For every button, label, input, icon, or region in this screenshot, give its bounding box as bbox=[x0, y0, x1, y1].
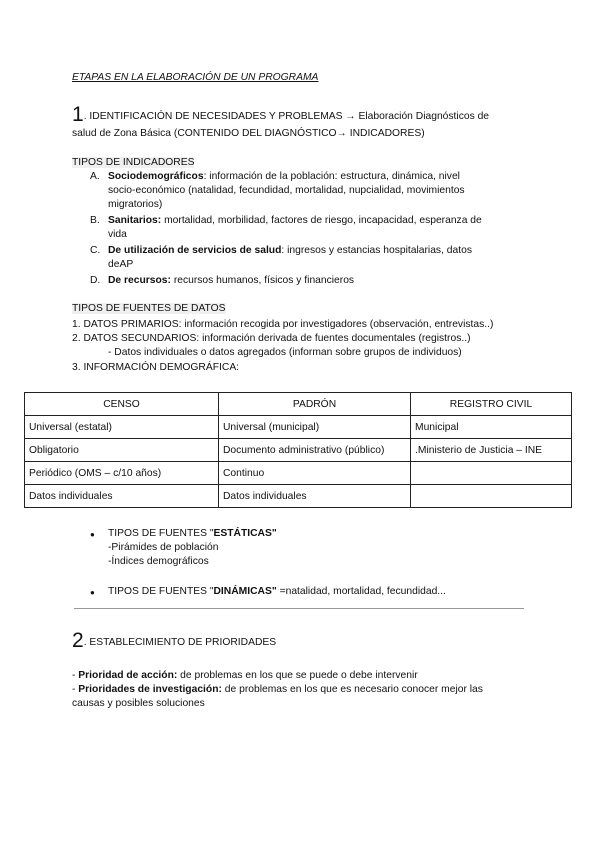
indicador-text: mortalidad, morbilidad, factores de riesgo, incapacidad, esperanza de bbox=[161, 215, 482, 226]
table-cell: Datos individuales bbox=[219, 485, 411, 508]
table-cell: Municipal bbox=[411, 416, 572, 439]
fuente-item: 3. INFORMACIÓN DEMOGRÁFICA: bbox=[72, 362, 240, 373]
table-cell: .Ministerio de Justicia – INE bbox=[411, 439, 572, 462]
indicador-text: deAP bbox=[108, 259, 134, 270]
indicador-letter: D. bbox=[90, 275, 101, 286]
table-cell: Universal (municipal) bbox=[219, 416, 411, 439]
table-cell: Obligatorio bbox=[25, 439, 219, 462]
table-cell bbox=[411, 485, 572, 508]
priority-dash: - bbox=[72, 670, 79, 681]
table-row bbox=[25, 462, 572, 485]
indicador-term: Sanitarios: bbox=[108, 215, 162, 226]
priority-item bbox=[72, 683, 532, 711]
bullet-term: DINÁMICAS" bbox=[213, 586, 277, 597]
indicador-letter: C. bbox=[90, 245, 101, 256]
indicador-text: migratorios) bbox=[108, 199, 163, 210]
fuentes-title: TIPOS DE FUENTES DE DATOS bbox=[72, 303, 226, 314]
demographic-table bbox=[24, 392, 572, 508]
indicador-text: vida bbox=[108, 229, 127, 240]
bullet-term: ESTÁTICAS" bbox=[213, 528, 277, 539]
indicador-text: socio-económico (natalidad, fecundidad, mortalidad, nupcialidad, movimientos bbox=[108, 185, 465, 196]
table-row bbox=[25, 485, 572, 508]
indicador-term: De utilización de servicios de salud bbox=[108, 245, 282, 256]
priority-text: de problemas en los que es necesario conocer mejor las bbox=[221, 684, 483, 695]
section1-number: 1 bbox=[72, 103, 84, 126]
section2-number: 2 bbox=[72, 629, 84, 652]
table-cell: Continuo bbox=[219, 462, 411, 485]
table-header-row bbox=[25, 393, 572, 416]
bullet-subitem: -Pirámides de población bbox=[108, 542, 219, 553]
table-cell bbox=[411, 462, 572, 485]
indicador-item bbox=[90, 214, 530, 242]
priority-item bbox=[72, 669, 418, 683]
table-cell: Documento administrativo (público) bbox=[219, 439, 411, 462]
indicador-term: De recursos: bbox=[108, 275, 171, 286]
table-cell: Universal (estatal) bbox=[25, 416, 219, 439]
section1-heading bbox=[72, 104, 489, 125]
fuente-item: 2. DATOS SECUNDARIOS: información derivada de fuentes documentales (registros..) bbox=[72, 333, 471, 344]
indicador-letter: B. bbox=[90, 215, 100, 226]
horizontal-divider bbox=[74, 608, 524, 609]
indicador-item bbox=[90, 244, 530, 272]
indicador-letter: A. bbox=[90, 171, 100, 182]
table-header: CENSO bbox=[25, 393, 219, 416]
indicador-item bbox=[90, 274, 530, 288]
priority-text: causas y posibles soluciones bbox=[72, 698, 205, 709]
priority-text: de problemas en los que se puede o debe intervenir bbox=[177, 670, 418, 681]
bullet-subitem: -Índices demográficos bbox=[108, 556, 209, 567]
table-cell: Datos individuales bbox=[25, 485, 219, 508]
priority-term: Prioridades de investigación: bbox=[78, 684, 222, 695]
indicador-term: Sociodemográficos bbox=[108, 171, 204, 182]
section1-heading-line1: . IDENTIFICACIÓN DE NECESIDADES Y PROBLEMAS → Elaboración Diagnósticos de bbox=[83, 111, 490, 122]
bullet-prefix: TIPOS DE FUENTES " bbox=[108, 528, 214, 539]
indicador-item bbox=[90, 170, 530, 212]
section2-heading-text: . ESTABLECIMIENTO DE PRIORIDADES bbox=[83, 637, 277, 648]
table-header: REGISTRO CIVIL bbox=[411, 393, 572, 416]
table-row bbox=[25, 439, 572, 462]
table-row bbox=[25, 416, 572, 439]
indicador-text: recursos humanos, físicos y financieros bbox=[170, 275, 355, 286]
bullet-item bbox=[108, 585, 446, 599]
indicador-text: : información de la población: estructura, dinámica, nivel bbox=[203, 171, 460, 182]
bullet-item bbox=[108, 527, 277, 569]
priority-dash: - bbox=[72, 684, 79, 695]
indicador-text: : ingresos y estancias hospitalarias, datos bbox=[281, 245, 472, 256]
bullet-text: =natalidad, mortalidad, fecundidad... bbox=[276, 586, 446, 597]
document-title: ETAPAS EN LA ELABORACIÓN DE UN PROGRAMA bbox=[72, 72, 319, 83]
table-header: PADRÓN bbox=[219, 393, 411, 416]
table-cell: Periódico (OMS – c/10 años) bbox=[25, 462, 219, 485]
bullet-prefix: TIPOS DE FUENTES " bbox=[108, 586, 214, 597]
indicadores-title: TIPOS DE INDICADORES bbox=[72, 157, 195, 168]
fuente-subitem: - Datos individuales o datos agregados (informan sobre grupos de individuos) bbox=[108, 347, 462, 358]
section1-heading-line2: salud de Zona Básica (CONTENIDO DEL DIAGNÓSTICO→ INDICADORES) bbox=[72, 128, 425, 139]
priority-term: Prioridad de acción: bbox=[78, 670, 178, 681]
fuente-item: 1. DATOS PRIMARIOS: información recogida por investigadores (observación, entrevistas..) bbox=[72, 319, 494, 330]
bullet-dot-icon: ● bbox=[90, 588, 95, 597]
bullet-dot-icon: ● bbox=[90, 530, 95, 539]
section2-heading bbox=[72, 630, 276, 651]
